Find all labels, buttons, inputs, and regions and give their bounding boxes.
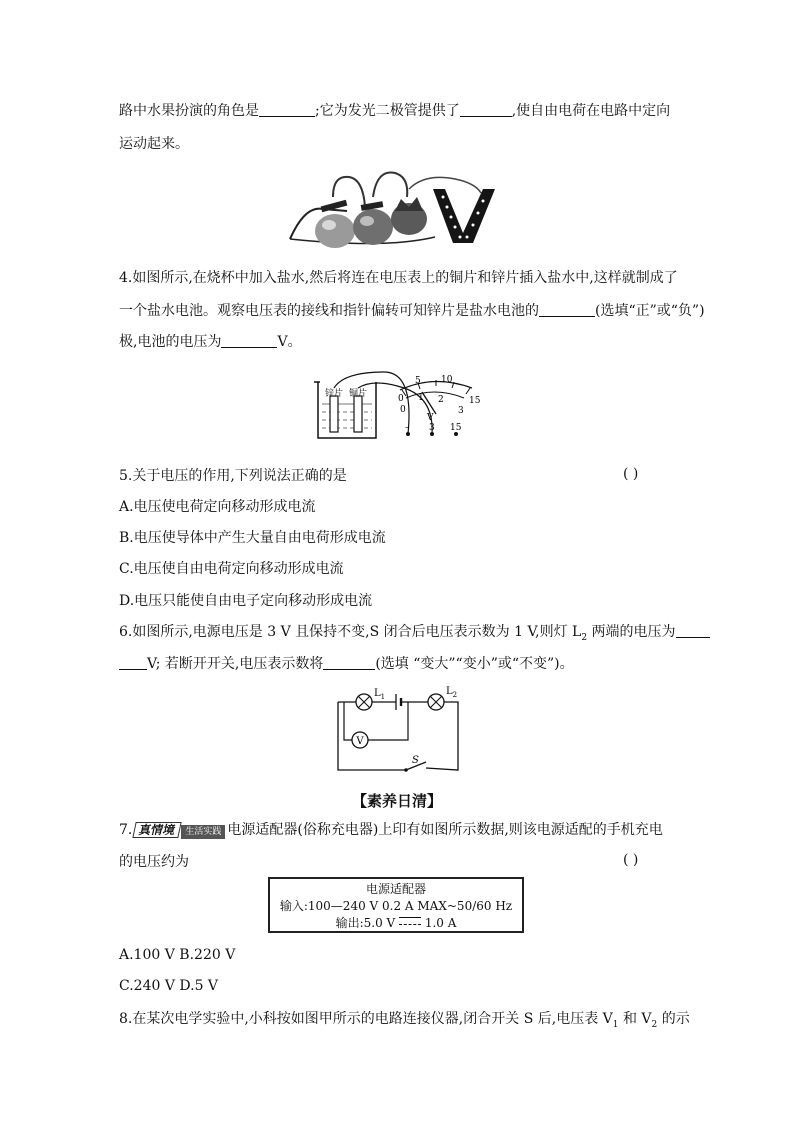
- q7-line-1: 7. 真情境 生活实践 电源适配器(俗称充电器)上印有如图所示数据,则该电源适配的手机充电: [119, 822, 663, 838]
- svg-text:1: 1: [418, 393, 424, 403]
- q8-line-1: 8.在某次电学实验中,小科按如图甲所示的电路连接仪器,闭合开关 S 后,电压表 $V_1$ 和 $V_2$ 的示: [119, 1011, 690, 1030]
- svg-text:0: 0: [400, 405, 406, 415]
- q5-stem: 5.关于电压的作用,下列说法正确的是: [119, 468, 347, 484]
- l2-label: $L_2$: [446, 686, 458, 699]
- real-scenario-tag: 真情境: [133, 822, 182, 838]
- q6-line-2: V; 若断开开关,电压表示数将 (选填 “变大”“变小”或“不变”)。: [119, 654, 574, 674]
- q4-line-1: 4.如图所示,在烧杯中加入盐水,然后将连在电压表上的铜片和锌片插入盐水中,这样就制成了: [119, 270, 678, 286]
- svg-text:10: 10: [441, 375, 453, 385]
- answer-blank[interactable]: [323, 655, 375, 670]
- answer-blank[interactable]: [460, 102, 512, 117]
- svg-text:5: 5: [415, 376, 421, 386]
- adapter-input: 输入:100—240 V 0.2 A MAX~50/60 Hz: [279, 899, 513, 913]
- answer-blank[interactable]: [539, 302, 595, 317]
- q3-line-2: 运动起来。: [119, 136, 189, 152]
- adapter-title: 电源适配器: [365, 882, 426, 896]
- svg-text:3: 3: [458, 406, 464, 416]
- q6-line-1: 6.如图所示,电源电压是 3 V 且保持不变,S 闭合后电压表示数为 1 V,则灯 $L_2$ 两端的电压为: [119, 622, 710, 648]
- q3-line-1: 路中水果扮演的角色是 ;它为发光二极管提供了 ,使自由电荷在电路中定向: [119, 103, 671, 119]
- l1-label: $L_1$: [374, 688, 386, 701]
- switch-label: S: [412, 755, 419, 766]
- copper-label: 铜片: [348, 389, 368, 399]
- svg-text:V: V: [427, 413, 434, 423]
- adapter-output: 输出:5.0 V 1.0 A: [335, 916, 457, 930]
- q4-line-3: 极,电池的电压为 V。: [119, 334, 302, 350]
- fruit-battery-figure: [285, 167, 500, 249]
- answer-blank[interactable]: [221, 333, 277, 348]
- answer-paren[interactable]: ( ): [623, 466, 639, 482]
- voltmeter-label: V: [356, 736, 364, 747]
- answer-blank[interactable]: [676, 623, 710, 638]
- option-d: D.电压只能使自由电子定向移动形成电流: [119, 593, 373, 609]
- circuit-diagram-q6: [326, 684, 466, 776]
- dc-symbol-icon: [399, 917, 421, 925]
- svg-text:2: 2: [438, 395, 444, 405]
- answer-blank[interactable]: [259, 102, 315, 117]
- q7-line-2: 的电压约为: [119, 854, 189, 870]
- answer-paren[interactable]: ( ): [623, 852, 639, 868]
- option-a: A.电压使电荷定向移动形成电流: [119, 499, 316, 515]
- q7-options-row-2: C.240 V D.5 V: [119, 978, 219, 994]
- section-title: 【素养日清】: [351, 792, 442, 810]
- adapter-label-box: [268, 877, 524, 933]
- svg-text:3: 3: [429, 423, 435, 433]
- zinc-label: 锌片: [324, 389, 344, 399]
- q4-line-2: 一个盐水电池。观察电压表的接线和指针偏转可知锌片是盐水电池的 (选填“正”或“负”): [119, 303, 705, 319]
- option-b: B.电压使导体中产生大量自由电荷形成电流: [119, 530, 386, 546]
- svg-text:15: 15: [469, 396, 481, 406]
- q7-options-row-1: A.100 V B.220 V: [119, 947, 236, 963]
- option-c: C.电压使自由电荷定向移动形成电流: [119, 561, 344, 577]
- svg-text:–: –: [405, 423, 410, 433]
- saltwater-battery-figure: [314, 368, 490, 446]
- answer-blank[interactable]: [119, 655, 147, 670]
- life-practice-tag: 生活实践: [181, 825, 225, 839]
- svg-text:0: 0: [398, 394, 404, 404]
- svg-text:15: 15: [450, 423, 462, 433]
